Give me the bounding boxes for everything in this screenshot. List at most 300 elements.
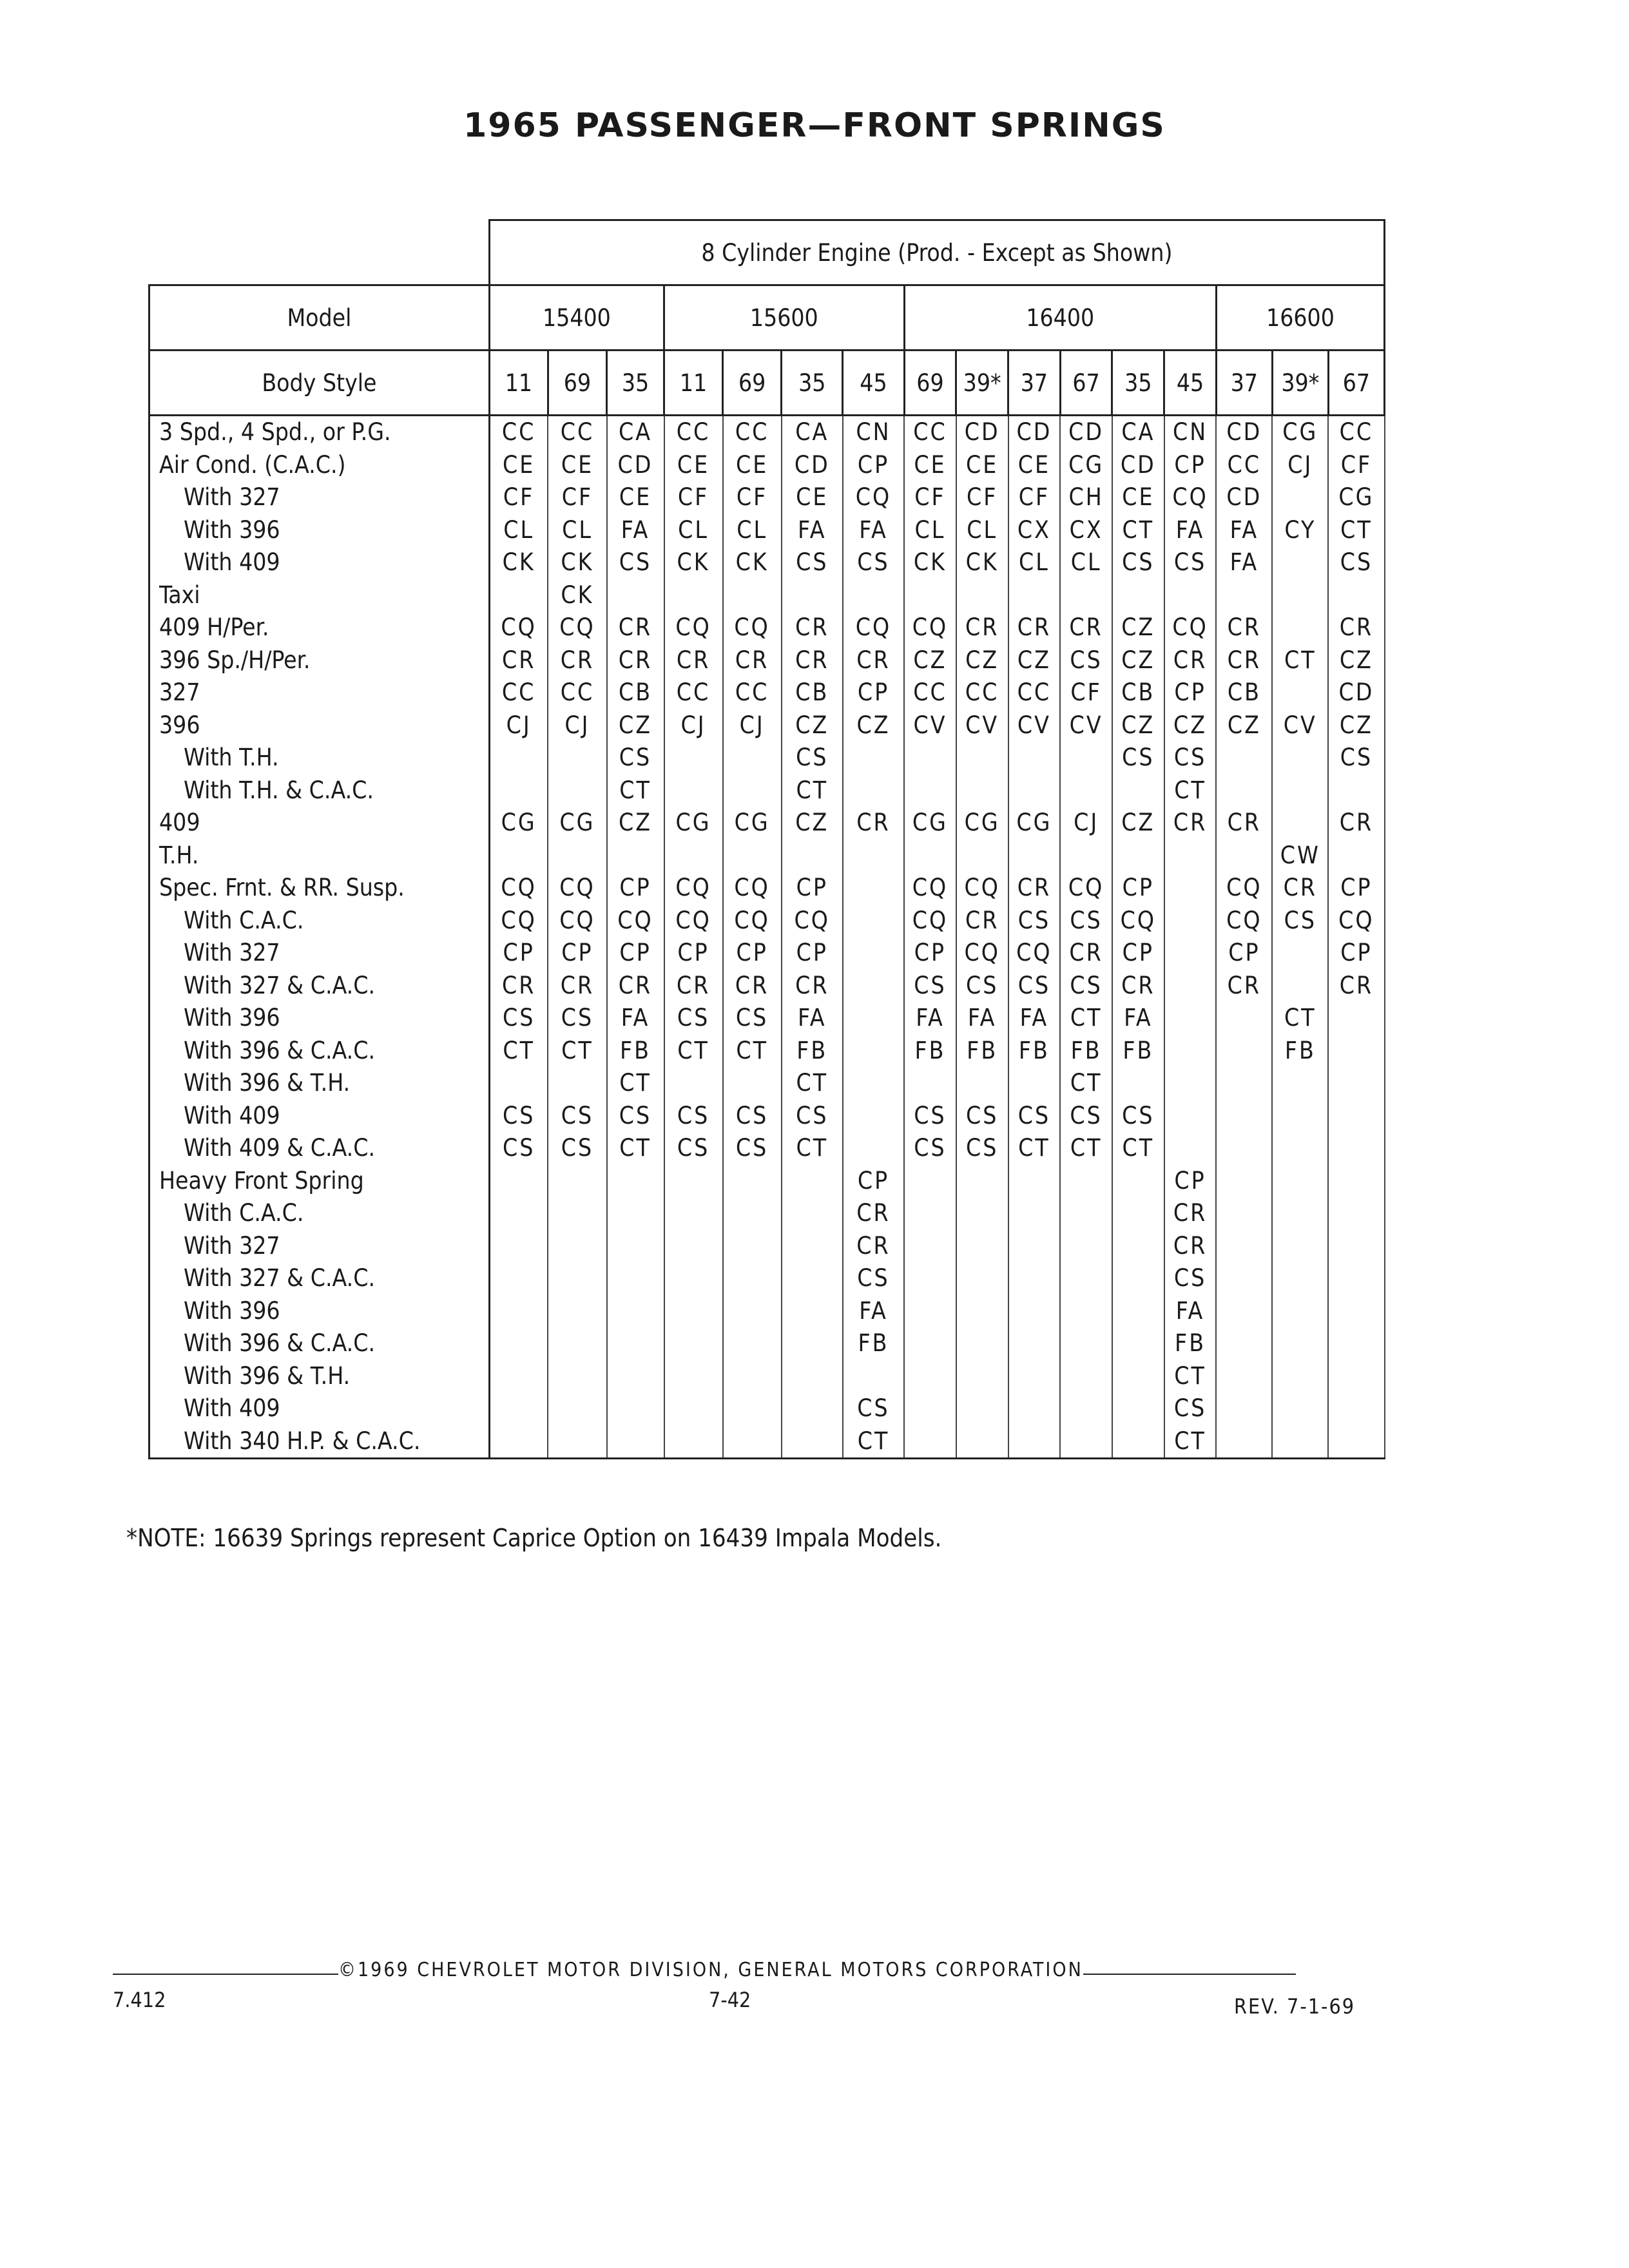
body-style-cell: 67	[1060, 351, 1112, 416]
spring-code-cell	[1112, 579, 1164, 612]
spring-code-cell	[956, 1360, 1008, 1393]
spring-code-cell	[904, 1295, 956, 1328]
spring-code-cell	[843, 579, 904, 612]
spring-code-cell: CR	[1216, 807, 1272, 840]
spring-code-cell: CZ	[1112, 644, 1164, 677]
table-row	[149, 1230, 1385, 1263]
table-row	[149, 1295, 1385, 1328]
spring-code-cell: CR	[1008, 611, 1061, 644]
table-row	[149, 1327, 1385, 1360]
spring-code-cell: CP	[1164, 449, 1217, 482]
spring-code-cell: FA	[904, 1002, 956, 1035]
spring-code-cell: CQ	[489, 611, 548, 644]
spring-code-cell: CT	[1112, 514, 1164, 547]
spring-code-cell	[1272, 1067, 1328, 1100]
body-style-cell: 11	[489, 351, 548, 416]
spring-code-cell: FA	[782, 1002, 843, 1035]
spring-code-cell: CK	[956, 546, 1008, 579]
spring-code-cell: CT	[1328, 514, 1384, 547]
spring-code-cell: CT	[723, 1035, 782, 1068]
spring-code-cell	[843, 905, 904, 937]
spring-code-cell: CB	[607, 677, 664, 709]
spring-code-cell: CR	[843, 1230, 904, 1263]
spring-code-cell: CJ	[1060, 807, 1112, 840]
spring-code-cell	[664, 1360, 723, 1393]
spring-code-cell: CC	[904, 416, 956, 449]
body-style-cell: 45	[843, 351, 904, 416]
model-15600: 15600	[664, 285, 905, 351]
spring-code-cell: CF	[723, 481, 782, 514]
spring-code-cell: CS	[782, 546, 843, 579]
spring-code-cell: FB	[956, 1035, 1008, 1068]
spring-code-cell	[1328, 1132, 1384, 1165]
model-header-row	[149, 285, 1385, 351]
table-row	[149, 709, 1385, 742]
spring-code-cell: CC	[956, 677, 1008, 709]
spring-code-cell	[1060, 1262, 1112, 1295]
row-label: With 327	[149, 937, 490, 970]
spring-code-cell	[664, 1067, 723, 1100]
spring-code-cell: CB	[1112, 677, 1164, 709]
row-label: With 327 & C.A.C.	[149, 1262, 490, 1295]
spring-code-cell	[1216, 840, 1272, 872]
spring-code-cell	[843, 1360, 904, 1393]
spring-code-cell	[843, 872, 904, 905]
spring-code-cell: CR	[782, 611, 843, 644]
spring-code-cell: CT	[1060, 1132, 1112, 1165]
spring-code-cell: CT	[607, 1067, 664, 1100]
spring-code-cell	[1272, 1165, 1328, 1198]
spring-code-cell: CR	[782, 970, 843, 1003]
table-row	[149, 1035, 1385, 1068]
row-label: With 327 & C.A.C.	[149, 970, 490, 1003]
spring-code-cell	[782, 1165, 843, 1198]
spring-code-cell: CT	[782, 774, 843, 807]
spring-code-cell	[843, 840, 904, 872]
spring-code-cell: CT	[664, 1035, 723, 1068]
row-label: With 409	[149, 1100, 490, 1133]
spring-code-cell: CG	[904, 807, 956, 840]
spring-code-cell	[1216, 1425, 1272, 1459]
spring-code-cell: CS	[1008, 970, 1061, 1003]
spring-code-cell	[607, 1165, 664, 1198]
spring-code-cell	[723, 1425, 782, 1459]
spring-code-cell: CJ	[489, 709, 548, 742]
spring-code-cell	[843, 1035, 904, 1068]
spring-code-cell	[956, 579, 1008, 612]
spring-code-cell: CS	[782, 1100, 843, 1133]
table-row	[149, 742, 1385, 774]
spring-code-cell: CZ	[1112, 709, 1164, 742]
spring-code-cell: CD	[1216, 416, 1272, 449]
spring-code-cell: CS	[723, 1132, 782, 1165]
spring-code-cell	[1060, 774, 1112, 807]
spring-code-cell: FA	[1008, 1002, 1061, 1035]
spring-code-cell	[1272, 1295, 1328, 1328]
spring-code-cell	[607, 1425, 664, 1459]
spring-code-cell	[1008, 1392, 1061, 1425]
spring-code-cell: CS	[489, 1100, 548, 1133]
spring-code-cell	[956, 1425, 1008, 1459]
spring-code-cell	[1216, 1392, 1272, 1425]
spring-code-cell: CF	[1008, 481, 1061, 514]
spring-code-cell: CE	[607, 481, 664, 514]
spring-code-cell: CT	[782, 1132, 843, 1165]
spring-code-cell	[1216, 1262, 1272, 1295]
spring-code-cell	[548, 774, 606, 807]
spring-code-cell: CS	[489, 1132, 548, 1165]
model-16600: 16600	[1216, 285, 1384, 351]
spring-code-cell	[904, 1230, 956, 1263]
spring-code-cell: CC	[489, 677, 548, 709]
spring-code-cell: FB	[1008, 1035, 1061, 1068]
spring-code-cell	[1272, 807, 1328, 840]
spring-code-cell	[1060, 1165, 1112, 1198]
spring-code-cell	[843, 1067, 904, 1100]
row-label: With 327	[149, 481, 490, 514]
spring-code-cell: CS	[1164, 1392, 1217, 1425]
spring-code-cell: CS	[1328, 742, 1384, 774]
spring-code-cell: CQ	[489, 905, 548, 937]
body-style-cell: 37	[1008, 351, 1061, 416]
spring-code-cell	[1216, 579, 1272, 612]
spring-code-cell	[1112, 1327, 1164, 1360]
spring-code-cell: CQ	[664, 905, 723, 937]
engine-header: 8 Cylinder Engine (Prod. - Except as Shown)	[489, 220, 1384, 285]
spring-code-cell	[1272, 970, 1328, 1003]
spring-code-cell: CS	[548, 1002, 606, 1035]
spring-code-cell	[548, 1197, 606, 1230]
spring-code-cell: CE	[956, 449, 1008, 482]
spring-code-cell: CC	[548, 416, 606, 449]
spring-code-cell: FB	[904, 1035, 956, 1068]
spring-code-cell	[1272, 1392, 1328, 1425]
spring-code-cell: CC	[1008, 677, 1061, 709]
spring-code-cell	[904, 1197, 956, 1230]
spring-code-cell: CS	[956, 1100, 1008, 1133]
spring-code-cell	[1112, 1165, 1164, 1198]
spring-code-cell	[607, 1392, 664, 1425]
table-row	[149, 1165, 1385, 1198]
row-label: With 396	[149, 1295, 490, 1328]
spring-code-cell: CS	[1060, 905, 1112, 937]
spring-code-cell	[904, 1425, 956, 1459]
spring-code-cell: CL	[489, 514, 548, 547]
spring-code-cell	[1164, 1002, 1217, 1035]
spring-code-cell	[489, 1067, 548, 1100]
spring-code-cell	[607, 1327, 664, 1360]
spring-code-cell	[1272, 1100, 1328, 1133]
row-label: Taxi	[149, 579, 490, 612]
spring-code-cell	[1112, 1360, 1164, 1393]
spring-code-cell	[1272, 1327, 1328, 1360]
body-style-cell: 39*	[1272, 351, 1328, 416]
spring-code-cell: CQ	[904, 905, 956, 937]
body-style-cell: 35	[607, 351, 664, 416]
spring-code-cell: CR	[548, 970, 606, 1003]
spring-code-cell: CS	[1164, 1262, 1217, 1295]
body-style-cell: 35	[782, 351, 843, 416]
spring-code-cell	[956, 742, 1008, 774]
spring-code-cell	[723, 1230, 782, 1263]
row-label: 327	[149, 677, 490, 709]
spring-code-cell: CG	[956, 807, 1008, 840]
spring-code-cell	[1008, 1425, 1061, 1459]
spring-code-cell: CT	[782, 1067, 843, 1100]
row-label: With T.H.	[149, 742, 490, 774]
spring-code-cell	[723, 1197, 782, 1230]
spring-code-cell: CQ	[843, 611, 904, 644]
spring-code-cell	[956, 774, 1008, 807]
spring-code-cell	[1328, 1197, 1384, 1230]
spring-code-cell: CS	[1112, 742, 1164, 774]
spring-code-cell: CT	[1060, 1002, 1112, 1035]
spring-code-cell: CG	[723, 807, 782, 840]
table-row	[149, 774, 1385, 807]
spring-code-cell	[548, 1327, 606, 1360]
spring-code-cell	[1328, 1425, 1384, 1459]
spring-code-cell	[1060, 840, 1112, 872]
spring-code-cell	[956, 1067, 1008, 1100]
spring-code-cell: CF	[548, 481, 606, 514]
spring-code-cell: CQ	[956, 937, 1008, 970]
spring-code-cell: FA	[607, 1002, 664, 1035]
spring-code-cell	[1060, 742, 1112, 774]
spring-code-cell	[723, 1392, 782, 1425]
spring-code-cell: CQ	[723, 872, 782, 905]
spring-code-cell: FA	[607, 514, 664, 547]
spring-code-cell: CQ	[548, 611, 606, 644]
spring-code-cell	[1216, 1035, 1272, 1068]
spring-code-cell: CZ	[607, 807, 664, 840]
spring-code-cell: CD	[1328, 677, 1384, 709]
spring-code-cell: CT	[1272, 644, 1328, 677]
table-corner	[149, 220, 490, 285]
row-label: T.H.	[149, 840, 490, 872]
spring-code-cell: CS	[1060, 970, 1112, 1003]
spring-code-cell: CE	[489, 449, 548, 482]
spring-code-cell	[1060, 1392, 1112, 1425]
spring-code-cell: FA	[1164, 514, 1217, 547]
spring-code-cell: CE	[782, 481, 843, 514]
spring-code-cell: CS	[1060, 1100, 1112, 1133]
spring-code-cell	[904, 579, 956, 612]
spring-code-cell: CT	[1112, 1132, 1164, 1165]
body-style-cell: 69	[904, 351, 956, 416]
row-label: With 396	[149, 1002, 490, 1035]
spring-code-cell: CQ	[489, 872, 548, 905]
table-row	[149, 611, 1385, 644]
spring-code-cell: FA	[1164, 1295, 1217, 1328]
spring-code-cell: CV	[1008, 709, 1061, 742]
spring-code-cell: CP	[1112, 872, 1164, 905]
spring-code-cell: CY	[1272, 514, 1328, 547]
spring-code-cell	[607, 1230, 664, 1263]
table-row	[149, 1262, 1385, 1295]
spring-code-cell	[1272, 1425, 1328, 1459]
row-label: Air Cond. (C.A.C.)	[149, 449, 490, 482]
spring-code-cell: CS	[607, 546, 664, 579]
spring-code-cell	[1216, 1230, 1272, 1263]
spring-code-cell	[1060, 1197, 1112, 1230]
spring-code-cell	[904, 840, 956, 872]
spring-code-cell: FA	[782, 514, 843, 547]
spring-code-cell	[664, 1392, 723, 1425]
spring-code-cell	[1272, 1197, 1328, 1230]
spring-code-cell	[607, 1197, 664, 1230]
spring-code-cell	[723, 1295, 782, 1328]
spring-code-cell	[956, 1165, 1008, 1198]
spring-code-cell	[1328, 1360, 1384, 1393]
body-style-cell: 69	[548, 351, 606, 416]
spring-code-cell	[956, 1230, 1008, 1263]
spring-code-cell	[489, 1392, 548, 1425]
spring-code-cell	[489, 774, 548, 807]
spring-code-cell: CP	[1164, 677, 1217, 709]
spring-code-cell	[1216, 742, 1272, 774]
spring-code-cell: CQ	[904, 872, 956, 905]
spring-code-cell	[1328, 840, 1384, 872]
spring-code-cell: FA	[1216, 514, 1272, 547]
spring-code-cell	[548, 840, 606, 872]
spring-code-cell: FB	[1060, 1035, 1112, 1068]
spring-code-cell	[489, 1295, 548, 1328]
spring-code-cell: CC	[489, 416, 548, 449]
spring-code-cell: CS	[1112, 546, 1164, 579]
spring-code-cell: CN	[843, 416, 904, 449]
spring-code-cell: CZ	[782, 807, 843, 840]
spring-code-cell	[1060, 1230, 1112, 1263]
spring-code-cell	[548, 1360, 606, 1393]
spring-code-cell: CA	[607, 416, 664, 449]
spring-code-cell	[489, 1327, 548, 1360]
spring-code-cell	[1216, 1295, 1272, 1328]
spring-code-cell	[1112, 1197, 1164, 1230]
spring-code-cell: CD	[1008, 416, 1061, 449]
spring-code-cell: CF	[1060, 677, 1112, 709]
row-label: With 396 & C.A.C.	[149, 1035, 490, 1068]
spring-code-cell: CZ	[1216, 709, 1272, 742]
spring-code-cell: CR	[843, 644, 904, 677]
spring-code-cell: CR	[843, 807, 904, 840]
footer-rule-left	[113, 1974, 338, 1975]
spring-code-cell: CS	[548, 1100, 606, 1133]
spring-code-cell: CP	[607, 937, 664, 970]
spring-code-cell: CP	[1328, 872, 1384, 905]
spring-code-cell	[664, 1295, 723, 1328]
spring-code-cell: CT	[489, 1035, 548, 1068]
spring-code-cell	[1272, 611, 1328, 644]
spring-code-cell	[1216, 1165, 1272, 1198]
spring-code-cell	[664, 1327, 723, 1360]
spring-code-cell	[1008, 1197, 1061, 1230]
spring-code-cell	[843, 742, 904, 774]
spring-code-cell	[1060, 1360, 1112, 1393]
spring-code-cell: CQ	[1164, 611, 1217, 644]
table-row	[149, 1360, 1385, 1393]
footer-rule-right	[1083, 1974, 1296, 1975]
spring-code-cell	[1272, 1360, 1328, 1393]
spring-code-cell: CZ	[843, 709, 904, 742]
spring-code-cell	[664, 742, 723, 774]
spring-code-cell: CA	[1112, 416, 1164, 449]
spring-code-cell: CZ	[904, 644, 956, 677]
spring-code-cell	[1112, 1392, 1164, 1425]
spring-code-cell	[1328, 1035, 1384, 1068]
spring-code-cell	[607, 1295, 664, 1328]
spring-code-cell	[664, 1165, 723, 1198]
spring-code-cell: CC	[548, 677, 606, 709]
spring-code-cell: CR	[664, 970, 723, 1003]
spring-code-cell	[723, 1165, 782, 1198]
spring-code-cell	[1328, 1295, 1384, 1328]
spring-code-cell	[1328, 1392, 1384, 1425]
spring-code-cell: CG	[664, 807, 723, 840]
spring-code-cell: CX	[1008, 514, 1061, 547]
spring-code-cell: CP	[607, 872, 664, 905]
spring-code-cell: CR	[489, 970, 548, 1003]
spring-code-cell	[607, 840, 664, 872]
revision: REV. 7-1-69	[1234, 1994, 1356, 2019]
spring-code-cell	[1008, 1295, 1061, 1328]
spring-code-cell	[904, 774, 956, 807]
spring-code-cell: CS	[607, 1100, 664, 1133]
spring-code-cell: CS	[782, 742, 843, 774]
spring-code-cell	[1272, 1132, 1328, 1165]
spring-code-cell: CE	[904, 449, 956, 482]
spring-code-cell	[1060, 1295, 1112, 1328]
spring-code-cell	[1008, 742, 1061, 774]
spring-code-cell: CE	[548, 449, 606, 482]
spring-code-cell: CR	[843, 1197, 904, 1230]
row-label: With 409	[149, 1392, 490, 1425]
spring-code-cell	[1164, 1132, 1217, 1165]
spring-code-cell	[904, 1165, 956, 1198]
spring-code-cell: CC	[904, 677, 956, 709]
spring-code-cell: CQ	[843, 481, 904, 514]
row-label: With 340 H.P. & C.A.C.	[149, 1425, 490, 1459]
body-style-cell: 67	[1328, 351, 1384, 416]
spring-code-cell: FA	[1112, 1002, 1164, 1035]
spring-code-cell	[1216, 1132, 1272, 1165]
spring-code-cell: CG	[489, 807, 548, 840]
spring-code-cell: CF	[1328, 449, 1384, 482]
row-label: With 396 & T.H.	[149, 1360, 490, 1393]
spring-code-cell	[782, 840, 843, 872]
spring-code-cell	[1112, 1295, 1164, 1328]
spring-code-cell: CR	[1272, 872, 1328, 905]
spring-code-cell: CL	[723, 514, 782, 547]
spring-code-cell: FB	[782, 1035, 843, 1068]
spring-code-cell: CL	[1060, 546, 1112, 579]
copyright-text: ©1969 CHEVROLET MOTOR DIVISION, GENERAL MOTORS CORPORATION	[338, 1959, 1083, 1981]
spring-code-cell: CS	[1164, 742, 1217, 774]
spring-code-cell	[723, 579, 782, 612]
spring-code-cell: CS	[1328, 546, 1384, 579]
spring-code-cell	[1112, 1230, 1164, 1263]
spring-code-cell	[1328, 1230, 1384, 1263]
model-label: Model	[149, 285, 490, 351]
spring-code-cell: CE	[664, 449, 723, 482]
spring-code-cell: CV	[1272, 709, 1328, 742]
spring-code-cell: CG	[1060, 449, 1112, 482]
spring-code-cell: CS	[723, 1002, 782, 1035]
spring-code-cell	[723, 774, 782, 807]
spring-code-cell: CQ	[548, 872, 606, 905]
spring-code-cell	[1328, 1002, 1384, 1035]
spring-code-cell	[1216, 1067, 1272, 1100]
spring-code-cell: CV	[904, 709, 956, 742]
